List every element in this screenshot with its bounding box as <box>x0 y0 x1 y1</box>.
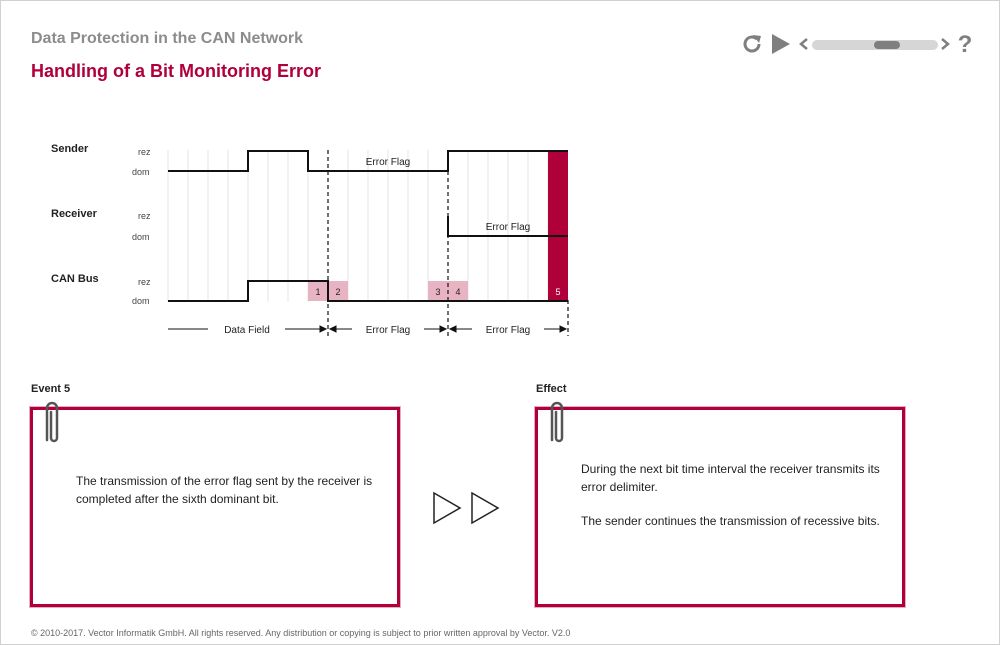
effect-card-paragraph: The sender continues the transmission of recessive bits. <box>581 514 880 528</box>
arrowhead <box>560 326 566 332</box>
sender-error-flag-label: Error Flag <box>365 157 411 168</box>
event-number: 4 <box>455 287 461 297</box>
effect-card-text <box>581 460 891 546</box>
page-title: Handling of a Bit Monitoring Error <box>31 61 321 81</box>
event-card-paragraph: The transmission of the error flag sent by the receiver is completed after the sixth dominant bit. <box>76 474 373 506</box>
event-5-bar <box>548 150 568 302</box>
level-label-dom: dom <box>132 296 150 306</box>
level-label-dom: dom <box>132 232 150 242</box>
event-card-text <box>76 472 386 524</box>
receiver-error-flag-label: Error Flag <box>485 222 531 233</box>
level-label-rez: rez <box>138 211 151 221</box>
paperclip-icon <box>545 400 569 446</box>
paperclip-icon <box>40 400 64 446</box>
event-number: 1 <box>315 287 321 297</box>
effect-card-paragraph: During the next bit time interval the receiver transmits its error delimiter. <box>581 462 880 494</box>
phase-label-error-flag: Error Flag <box>365 325 411 336</box>
course-title: Data Protection in the CAN Network <box>31 30 304 47</box>
help-button[interactable]: ? <box>957 31 973 58</box>
arrowhead <box>440 326 446 332</box>
row-label-sender: Sender <box>51 143 89 155</box>
row-label-can-bus: CAN Bus <box>51 273 99 285</box>
arrowhead <box>320 326 326 332</box>
phase-label-data-field: Data Field <box>224 325 270 336</box>
copyright-footer: © 2010-2017. Vector Informatik GmbH. All rights reserved. Any distribution or copying is subject to prior written approval by Vector. V2.0 <box>31 628 571 638</box>
row-label-receiver: Receiver <box>51 208 97 220</box>
event-card-title: Event 5 <box>31 383 71 395</box>
level-label-rez: rez <box>138 147 151 157</box>
event-number: 5 <box>555 287 561 297</box>
level-label-rez: rez <box>138 277 151 287</box>
effect-card-title: Effect <box>536 383 567 395</box>
next-step-arrows[interactable] <box>430 490 502 526</box>
phase-label-error-flag: Error Flag <box>485 325 531 336</box>
event-number: 2 <box>335 287 341 297</box>
level-label-dom: dom <box>132 167 150 177</box>
event-number: 3 <box>435 287 441 297</box>
